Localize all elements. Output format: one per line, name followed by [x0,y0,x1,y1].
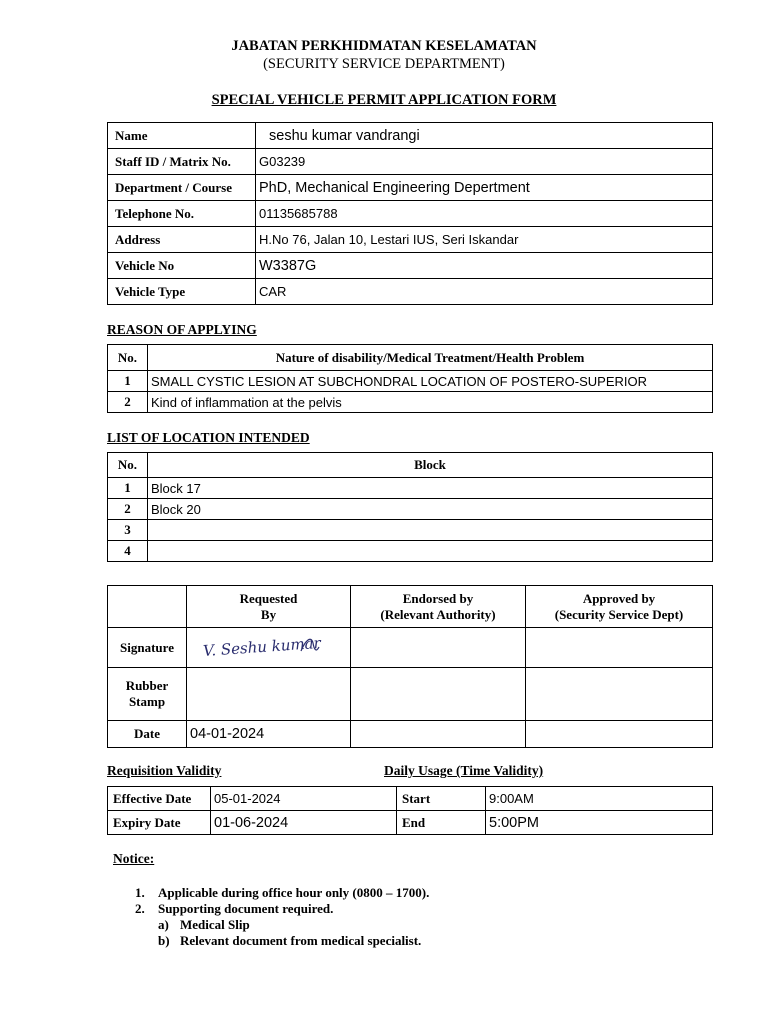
signature-text: V. Seshu kumar [202,633,322,661]
approval-corner-cell [108,586,187,628]
reason-row-number: 2 [108,392,148,413]
reason-table [107,344,713,413]
table-row [108,478,713,499]
staff-id-label: Staff ID / Matrix No. [108,149,256,175]
applicant-row-address [108,227,713,253]
effective-date-row [108,787,397,811]
department-value: PhD, Mechanical Engineering Depertment [256,175,713,201]
reason-row-description: Kind of inflammation at the pelvis [148,392,713,413]
effective-date-value: 05-01-2024 [211,787,397,811]
telephone-label: Telephone No. [108,201,256,227]
list-item-marker: 2. [135,901,145,916]
expiry-date-label: Expiry Date [108,811,211,835]
table-row [108,371,713,392]
handwritten-signature [201,629,327,661]
endorsed-signature-cell [351,628,526,668]
requested-by-header [187,586,351,628]
location-row-number: 1 [108,478,148,499]
daily-usage-table [396,786,713,835]
name-value: seshu kumar vandrangi [256,123,713,149]
notice-list [135,885,429,949]
endorsed-by-line2: (Relevant Authority) [380,606,496,622]
location-row-block: Block 20 [148,499,713,520]
reason-col-no: No. [108,345,148,371]
department-title-english: (SECURITY SERVICE DEPARTMENT) [263,56,505,72]
approved-by-line1: Approved by [582,590,656,606]
list-subitem [135,917,429,933]
start-time-label: Start [397,787,486,811]
locations-table [107,452,713,562]
approval-header-row [108,586,713,628]
list-subitem [135,933,429,949]
location-row-number: 2 [108,499,148,520]
approved-by-header [526,586,713,628]
start-time-row [397,787,713,811]
list-subitem-marker: b) [158,933,170,948]
form-title: SPECIAL VEHICLE PERMIT APPLICATION FORM [211,92,557,108]
location-row-block [148,541,713,562]
requested-by-line2: By [260,606,277,622]
applicant-row-staff-id [108,149,713,175]
rubber-stamp-line2: Stamp [128,694,166,709]
department-label: Department / Course [108,175,256,201]
list-item-marker: 1. [135,885,145,900]
list-subitem-marker: a) [158,917,169,932]
end-time-row [397,811,713,835]
requested-by-line1: Requested [239,590,298,606]
telephone-value: 01135685788 [256,201,713,227]
locations-col-block: Block [148,453,713,478]
reason-row-number: 1 [108,371,148,392]
approved-by-line2: (Security Service Dept) [554,606,684,622]
vehicle-type-value: CAR [256,279,713,305]
list-item-text: Supporting document required. [158,901,334,916]
end-time-value: 5:00PM [486,811,713,835]
list-subitem-text: Medical Slip [180,917,250,932]
applicant-row-department [108,175,713,201]
location-row-number: 3 [108,520,148,541]
endorsed-date-cell [351,721,526,748]
notice-heading: Notice: [113,851,155,866]
address-label: Address [108,227,256,253]
endorsed-by-header [351,586,526,628]
reason-header-row [108,345,713,371]
endorsed-by-line1: Endorsed by [402,590,474,606]
approval-table [107,585,713,748]
vehicle-no-value: W3387G [256,253,713,279]
approved-stamp-cell [526,668,713,721]
approved-date-cell [526,721,713,748]
endorsed-stamp-cell [351,668,526,721]
date-label: Date [108,721,187,748]
location-row-number: 4 [108,541,148,562]
signature-label: Signature [108,628,187,668]
requested-stamp-cell [187,668,351,721]
date-row [108,721,713,748]
applicant-row-vehicle-type [108,279,713,305]
approved-signature-cell [526,628,713,668]
location-row-block [148,520,713,541]
requisition-validity-heading: Requisition Validity [107,763,222,778]
end-time-label: End [397,811,486,835]
list-item-text: Applicable during office hour only (0800 – 1700). [158,885,430,900]
applicant-row-telephone [108,201,713,227]
daily-usage-heading: Daily Usage (Time Validity) [384,763,544,778]
locations-header-row [108,453,713,478]
reason-col-description: Nature of disability/Medical Treatment/Health Problem [148,345,713,371]
rubber-stamp-label [108,668,187,721]
applicant-row-vehicle-no [108,253,713,279]
table-row [108,392,713,413]
vehicle-type-label: Vehicle Type [108,279,256,305]
name-label: Name [108,123,256,149]
locations-heading: LIST OF LOCATION INTENDED [107,430,310,445]
reason-row-description: SMALL CYSTIC LESION AT SUBCHONDRAL LOCATION OF POSTERO-SUPERIOR [148,371,713,392]
rubber-stamp-line1: Rubber [125,678,169,693]
expiry-date-value: 01-06-2024 [211,811,397,835]
vehicle-no-label: Vehicle No [108,253,256,279]
table-row [108,520,713,541]
list-item [135,901,429,917]
rubber-stamp-row [108,668,713,721]
department-title-malay: JABATAN PERKHIDMATAN KESELAMATAN [231,38,537,54]
list-subitem-text: Relevant document from medical specialist. [180,933,422,948]
applicant-row-name [108,123,713,149]
requested-signature-cell [187,628,351,668]
reason-heading: REASON OF APPLYING [107,322,257,337]
list-item [135,885,429,901]
requested-date-value: 04-01-2024 [187,721,351,748]
signature-row [108,628,713,668]
table-row [108,541,713,562]
applicant-details-table [107,122,713,305]
table-row [108,499,713,520]
location-row-block: Block 17 [148,478,713,499]
effective-date-label: Effective Date [108,787,211,811]
locations-col-no: No. [108,453,148,478]
staff-id-value: G03239 [256,149,713,175]
start-time-value: 9:00AM [486,787,713,811]
requisition-validity-table [107,786,397,835]
address-value: H.No 76, Jalan 10, Lestari IUS, Seri Iskandar [256,227,713,253]
expiry-date-row [108,811,397,835]
